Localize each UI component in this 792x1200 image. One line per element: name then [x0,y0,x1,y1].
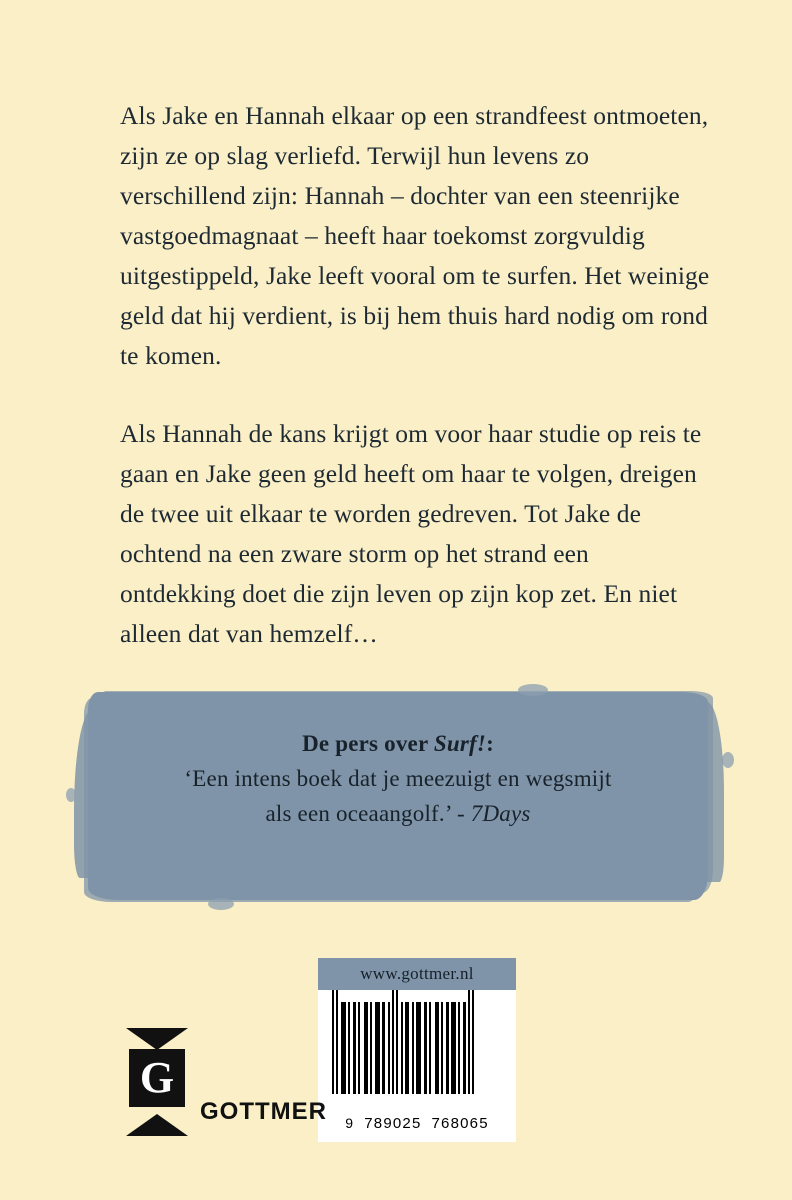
brush-edge-top [112,696,700,724]
press-quote-heading [110,726,686,761]
brush-speck [208,898,234,910]
brush-speck [66,788,76,802]
press-quote-source: 7Days [470,801,531,826]
press-quote-line-2 [110,796,686,831]
press-quote-line-2-text: als een oceaangolf.’ - [265,801,471,826]
press-quote-heading-suffix: : [486,731,494,756]
press-quote-book-title: Surf! [433,731,487,756]
barcode-digits [318,1115,516,1132]
blurb-paragraph-1: Als Jake en Hannah elkaar op een strandfeest ontmoeten, zijn ze op slag verliefd. Terwijl hun levens zo verschillend zijn: Hannah – dochter van een steenrijke vastgoedmagnaat – heeft haar toekomst zorgvuldig uitgestippeld, Jake leeft vooral om te surfen. Het weinige geld dat hij verdient, is bij hem thuis hard nodig om rond te komen. [120,101,710,370]
logo-triangle-bottom [126,1114,188,1136]
brush-speck [518,684,548,696]
blurb-text [120,96,710,654]
press-quote-line-1: ‘Een intens boek dat je meezuigt en wegsmijt [184,766,612,791]
barcode-group-2: 768065 [431,1115,489,1132]
publisher-website-label[interactable]: www.gottmer.nl [318,958,516,990]
press-quote-text [110,726,686,831]
publisher-logo [118,1028,327,1158]
gottmer-diamond-icon [126,1028,188,1136]
barcode-block [318,958,516,1142]
barcode-group-1: 789025 [364,1115,422,1132]
logo-letter: G [129,1049,185,1107]
press-quote-heading-prefix: De pers over [302,731,434,756]
brush-speck [722,752,734,768]
blurb-paragraph-2: Als Hannah de kans krijgt om voor haar studie op reis te gaan en Jake geen geld heeft om haar te volgen, dreigen de twee uit elkaar te worden gedreven. Tot Jake de ochtend na een zware storm op het strand een ontdekking doet die zijn leven op zijn kop zet. En niet alleen dat van hemzelf… [120,419,702,648]
barcode-bars [332,1002,502,1094]
brush-edge-bottom [102,862,702,896]
publisher-name: GOTTMER [200,1098,327,1125]
barcode-card [318,990,516,1142]
logo-triangle-top [126,1028,188,1050]
barcode-lead-digit: 9 [345,1115,355,1131]
press-quote-panel [80,678,716,918]
